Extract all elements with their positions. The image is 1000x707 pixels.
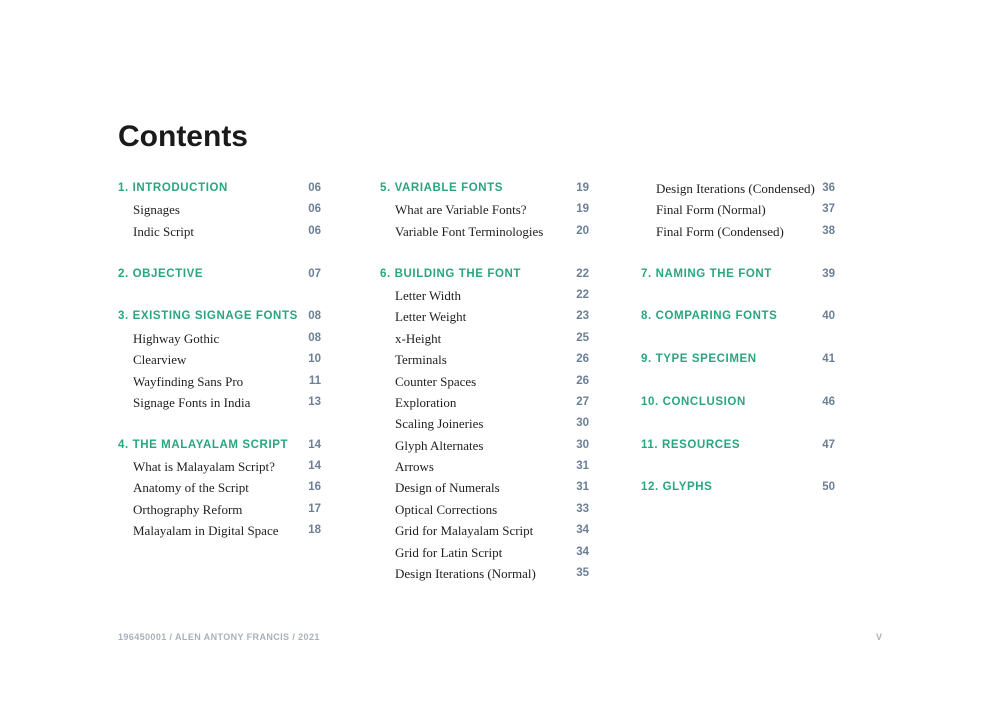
toc-section-entry xyxy=(118,306,321,327)
subsection-title: Counter Spaces xyxy=(395,373,477,389)
page-number: 38 xyxy=(822,224,835,237)
page-number: 13 xyxy=(308,395,321,408)
section-title: 12. GLYPHS xyxy=(641,481,713,494)
toc-subsection-entry xyxy=(380,306,589,327)
toc-section-entry xyxy=(641,477,835,498)
subsection-title: Design Iterations (Normal) xyxy=(395,566,536,582)
page-number: 14 xyxy=(308,460,321,473)
page-title: Contents xyxy=(118,120,248,153)
page-number: 26 xyxy=(576,353,589,366)
footer-page-number: V xyxy=(876,632,883,642)
toc-section-entry xyxy=(641,349,835,370)
page-number: 41 xyxy=(822,353,835,366)
toc-subsection-entry xyxy=(380,349,589,370)
subsection-title: Grid for Latin Script xyxy=(395,544,503,560)
subsection-title: Terminals xyxy=(395,352,447,368)
section-title: 10. CONCLUSION xyxy=(641,395,746,408)
page-number: 17 xyxy=(308,502,321,515)
page-number: 06 xyxy=(308,224,321,237)
toc-subsection-entry xyxy=(118,328,321,349)
toc-section-entry xyxy=(118,178,321,199)
page-number: 10 xyxy=(308,353,321,366)
page-number: 37 xyxy=(822,203,835,216)
toc-subsection-entry xyxy=(380,456,589,477)
page-number: 20 xyxy=(576,224,589,237)
toc-section-entry xyxy=(641,392,835,413)
spacer xyxy=(380,242,589,263)
subsection-title: Wayfinding Sans Pro xyxy=(133,373,244,389)
spacer xyxy=(118,285,321,306)
page-number: 19 xyxy=(576,182,589,194)
page-number: 34 xyxy=(576,545,589,558)
subsection-title: Scaling Joineries xyxy=(395,416,484,432)
section-title: 1. INTRODUCTION xyxy=(118,182,228,194)
section-title: 2. OBJECTIVE xyxy=(118,267,204,280)
spacer xyxy=(641,371,835,392)
toc-subsection-entry xyxy=(380,199,589,220)
subsection-title: Signage Fonts in India xyxy=(133,394,251,410)
subsection-title: What are Variable Fonts? xyxy=(395,202,527,218)
toc-subsection-entry xyxy=(380,392,589,413)
toc-subsection-entry xyxy=(380,520,589,541)
subsection-title: Grid for Malayalam Script xyxy=(395,523,534,539)
subsection-title: Indic Script xyxy=(133,223,195,239)
subsection-title: Clearview xyxy=(133,352,187,368)
toc-subsection-entry xyxy=(118,477,321,498)
toc-subsection-entry xyxy=(380,328,589,349)
subsection-title: Design Iterations (Condensed) xyxy=(656,181,815,196)
page-number: 25 xyxy=(576,331,589,344)
subsection-title: Optical Corrections xyxy=(395,501,498,517)
toc-section-entry xyxy=(118,264,321,285)
toc-column-3 xyxy=(641,178,835,499)
page-number: 31 xyxy=(576,460,589,473)
spacer xyxy=(641,285,835,306)
subsection-title: Letter Weight xyxy=(395,309,467,325)
section-title: 6. BUILDING THE FONT xyxy=(380,267,522,280)
page-number: 40 xyxy=(822,310,835,323)
toc-column-1 xyxy=(118,178,321,542)
page-number: 22 xyxy=(576,288,589,301)
page-number: 18 xyxy=(308,524,321,537)
subsection-title: Highway Gothic xyxy=(133,330,220,346)
page-number: 08 xyxy=(308,331,321,344)
toc-section-entry xyxy=(641,435,835,456)
spacer xyxy=(641,413,835,434)
page-number: 14 xyxy=(308,438,321,451)
spacer xyxy=(118,413,321,434)
subsection-title: Arrows xyxy=(395,459,434,475)
section-title: 9. TYPE SPECIMEN xyxy=(641,353,757,366)
toc-subsection-entry xyxy=(380,413,589,434)
page-number: 47 xyxy=(822,438,835,451)
page-number: 34 xyxy=(576,524,589,537)
subsection-title: Anatomy of the Script xyxy=(133,480,249,496)
toc-section-entry xyxy=(641,264,835,285)
subsection-title: Letter Width xyxy=(395,287,462,303)
toc-subsection-entry xyxy=(118,221,321,242)
toc-subsection-entry xyxy=(380,477,589,498)
page-number: 06 xyxy=(308,182,321,194)
page-number: 22 xyxy=(576,267,589,280)
subsection-title: Final Form (Normal) xyxy=(656,202,766,218)
toc-subsection-entry xyxy=(118,392,321,413)
toc-subsection-entry xyxy=(118,520,321,541)
footer-credit: 196450001 / ALEN ANTONY FRANCIS / 2021 xyxy=(118,632,320,642)
page-number: 33 xyxy=(576,502,589,515)
subsection-title: What is Malayalam Script? xyxy=(133,459,275,475)
page-number: 08 xyxy=(308,310,321,323)
page-number: 11 xyxy=(308,374,321,387)
toc-subsection-entry xyxy=(380,499,589,520)
page-number: 31 xyxy=(576,481,589,494)
toc-section-entry xyxy=(380,178,589,199)
toc-subsection-entry xyxy=(641,199,835,220)
page-number: 36 xyxy=(822,182,835,194)
toc-subsection-entry xyxy=(641,178,835,199)
section-title: 3. EXISTING SIGNAGE FONTS xyxy=(118,310,298,323)
subsection-title: Final Form (Condensed) xyxy=(656,223,784,239)
section-title: 5. VARIABLE FONTS xyxy=(380,182,504,194)
page-number: 39 xyxy=(822,267,835,280)
toc-section-entry xyxy=(118,435,321,456)
section-title: 7. NAMING THE FONT xyxy=(641,267,772,280)
page-number: 46 xyxy=(822,395,835,408)
toc-subsection-entry xyxy=(118,349,321,370)
page-number: 07 xyxy=(308,267,321,280)
toc-subsection-entry xyxy=(380,285,589,306)
subsection-title: Signages xyxy=(133,202,180,218)
page-number: 26 xyxy=(576,374,589,387)
toc-subsection-entry xyxy=(118,199,321,220)
subsection-title: Glyph Alternates xyxy=(395,437,484,453)
toc-section-entry xyxy=(380,264,589,285)
subsection-title: Variable Font Terminologies xyxy=(395,223,544,239)
page-number: 50 xyxy=(822,481,835,494)
toc-subsection-entry xyxy=(380,221,589,242)
page-number: 35 xyxy=(576,567,589,580)
spacer xyxy=(641,328,835,349)
subsection-title: Design of Numerals xyxy=(395,480,500,496)
spacer xyxy=(641,242,835,263)
toc-section-entry xyxy=(641,306,835,327)
toc-subsection-entry xyxy=(118,371,321,392)
toc-subsection-entry xyxy=(118,456,321,477)
toc-subsection-entry xyxy=(380,371,589,392)
subsection-title: Exploration xyxy=(395,394,457,410)
spacer xyxy=(641,456,835,477)
toc-subsection-entry xyxy=(641,221,835,242)
page-number: 30 xyxy=(576,438,589,451)
page-number: 16 xyxy=(308,481,321,494)
page-number: 23 xyxy=(576,310,589,323)
page-number: 06 xyxy=(308,203,321,216)
spacer xyxy=(118,242,321,263)
section-title: 8. COMPARING FONTS xyxy=(641,310,778,323)
toc-column-2 xyxy=(380,178,589,584)
toc-subsection-entry xyxy=(380,542,589,563)
page-number: 19 xyxy=(576,203,589,216)
page-number: 30 xyxy=(576,417,589,430)
section-title: 11. RESOURCES xyxy=(641,438,741,451)
page-number: 27 xyxy=(576,395,589,408)
subsection-title: Malayalam in Digital Space xyxy=(133,523,279,539)
toc-subsection-entry xyxy=(118,499,321,520)
toc-subsection-entry xyxy=(380,435,589,456)
section-title: 4. THE MALAYALAM SCRIPT xyxy=(118,438,289,451)
subsection-title: Orthography Reform xyxy=(133,501,243,517)
subsection-title: x-Height xyxy=(395,330,442,346)
toc-subsection-entry xyxy=(380,563,589,584)
